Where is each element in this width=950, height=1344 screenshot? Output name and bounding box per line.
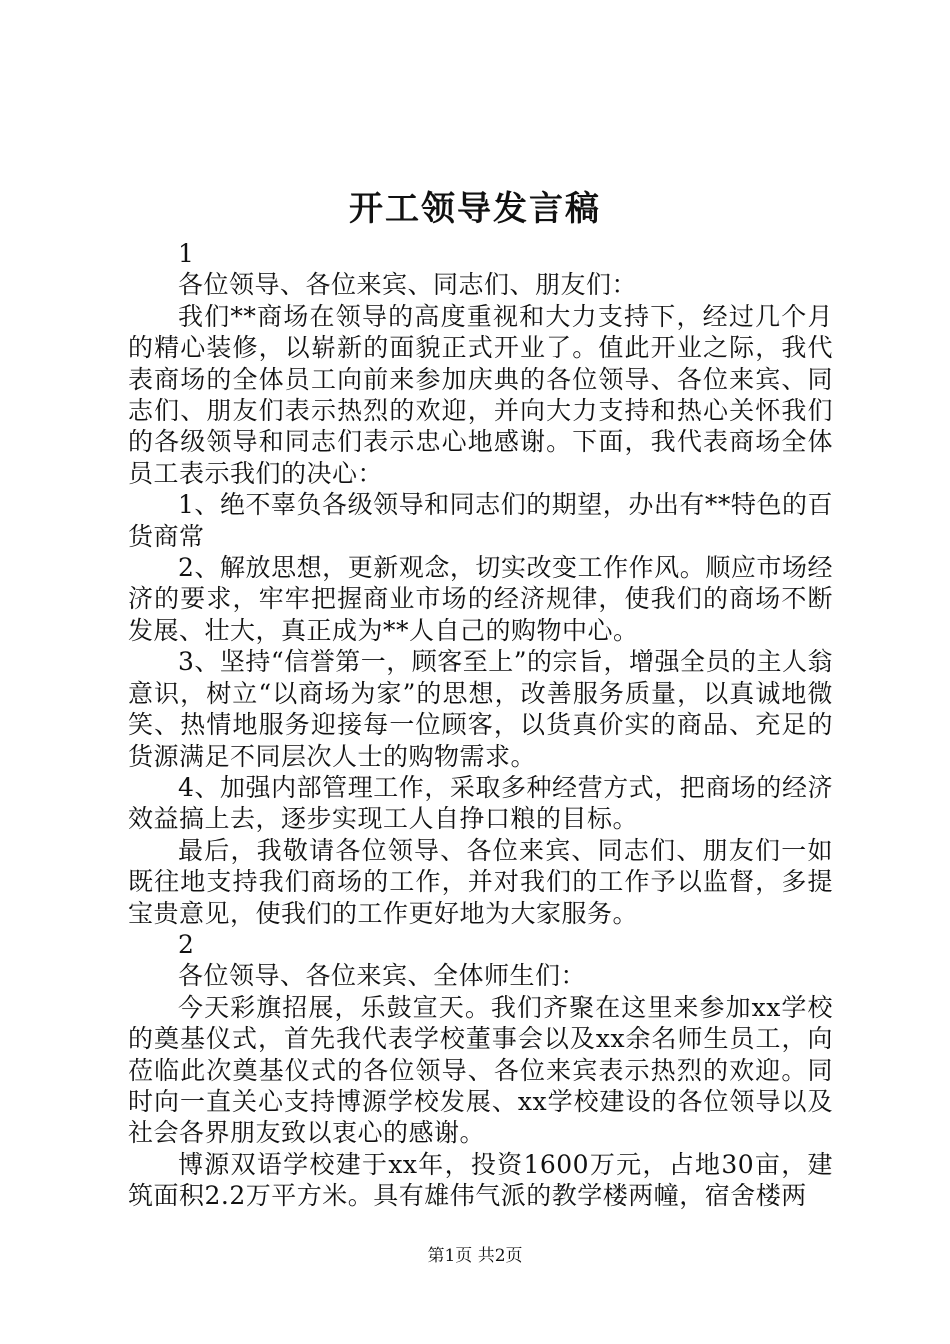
body-paragraph: 今天彩旗招展，乐鼓宣天。我们齐聚在这里来参加xx学校的奠基仪式，首先我代表学校董事会以及xx余名师生员工，向莅临此次奠基仪式的各位领导、各位来宾表示热烈的欢迎。同时向一直关心支持博源学校发展、xx学校建设的各位领导以及社会各界朋友致以衷心的感谢。: [128, 992, 833, 1148]
body-paragraph: 最后，我敬请各位领导、各位来宾、同志们、朋友们一如既往地支持我们商场的工作，并对我们的工作予以监督，多提宝贵意见，使我们的工作更好地为大家服务。: [128, 835, 833, 928]
body-paragraph: 2、解放思想，更新观念，切实改变工作作风。顺应市场经济的要求，牢牢把握商业市场的经济规律，使我们的商场不断发展、壮大，真正成为**人自己的购物中心。: [128, 553, 833, 645]
body-paragraph: 1、绝不辜负各级领导和同志们的期望，办出有**特色的百货商常: [128, 490, 833, 551]
section-number: 2: [178, 929, 195, 959]
body-paragraph: 博源双语学校建于xx年，投资1600万元，占地30亩，建筑面积2.2万平方米。具有雄伟气派的教学楼两幢，宿舍楼两: [128, 1149, 833, 1211]
body-paragraph: 我们**商场在领导的高度重视和大力支持下，经过几个月的精心装修，以崭新的面貌正式开业了。值此开业之际，我代表商场的全体员工向前来参加庆典的各位领导、各位来宾、同志们、朋友们表示热烈的欢迎，并向大力支持和热心关怀我们的各级领导和同志们表示忠心地感谢。下面，我代表商场全体员工表示我们的决心：: [128, 301, 833, 488]
salutation: 各位领导、各位来宾、同志们、朋友们：: [178, 270, 638, 300]
section-number: 1: [178, 239, 195, 268]
page-footer: 第1页 共2页: [427, 1246, 523, 1266]
salutation: 各位领导、各位来宾、全体师生们：: [178, 961, 587, 991]
body-paragraph: 4、加强内部管理工作，采取多种经营方式，把商场的经济效益搞上去，逐步实现工人自挣口粮的目标。: [128, 772, 833, 834]
document-title: 开工领导发言稿: [349, 189, 601, 229]
document-body: [128, 238, 833, 1212]
body-paragraph: 3、坚持“信誉第一，顾客至上”的宗旨，增强全员的主人翁意识，树立“以商场为家”的思想，改善服务质量，以真诚地微笑、热情地服务迎接每一位顾客，以货真价实的商品、充足的货源满足不同层次人士的购物需求。: [128, 647, 833, 771]
